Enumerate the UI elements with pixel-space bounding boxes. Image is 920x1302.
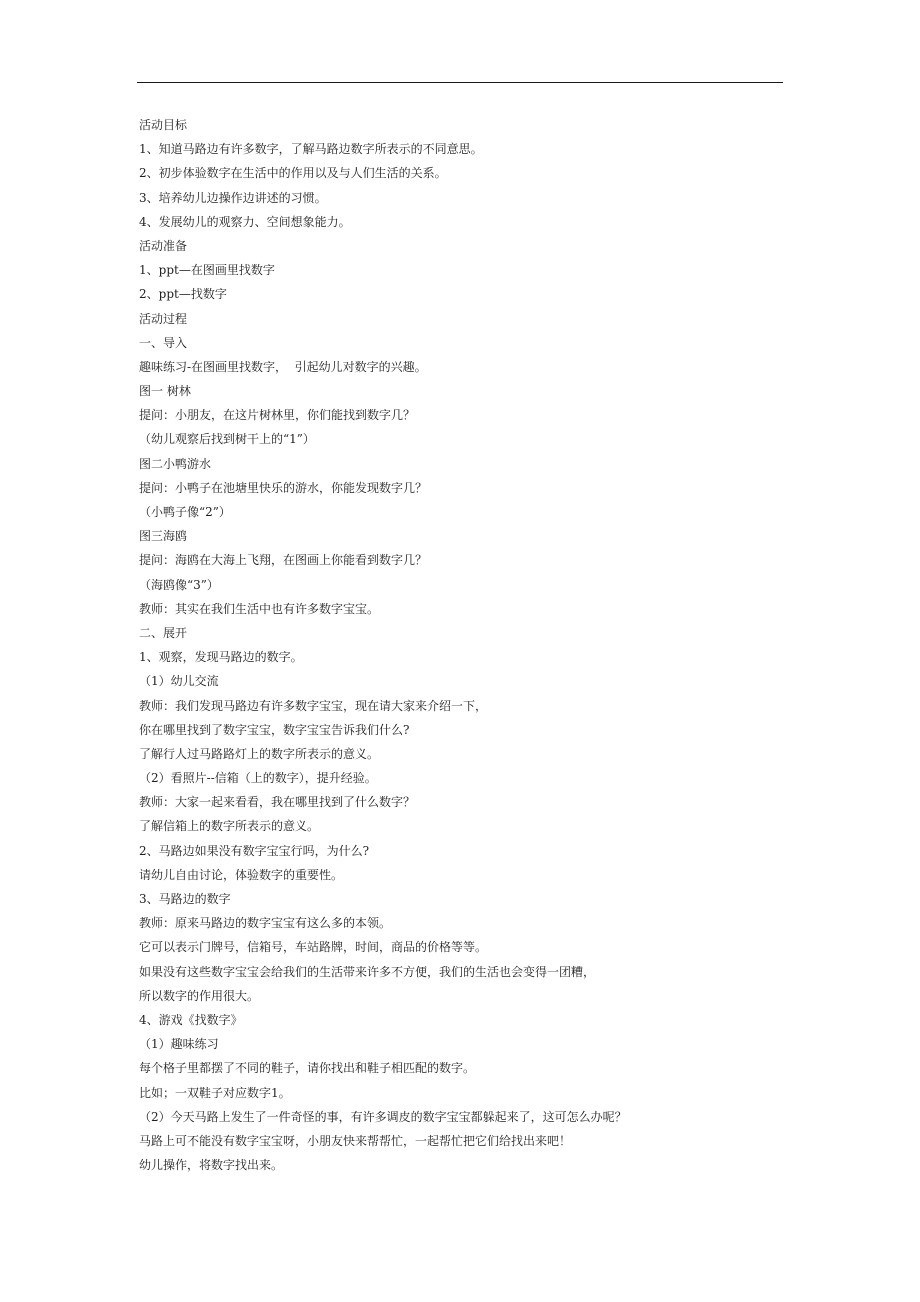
text-line: 2、马路边如果没有数字宝宝行吗，为什么? <box>139 843 370 858</box>
text-line: （幼儿观察后找到树干上的“1”） <box>139 432 315 447</box>
text-line: 图二小鸭游水 <box>139 456 212 471</box>
text-line: 1、知道马路边有许多数字，了解马路边数字所表示的不同意思。 <box>139 142 483 157</box>
text-line: 教师：我们发现马路边有许多数字宝宝，现在请大家来介绍一下， <box>139 698 488 713</box>
text-line: 请幼儿自由讨论，体验数字的重要性。 <box>139 867 344 882</box>
text-line: 了解信箱上的数字所表示的意义。 <box>139 819 320 834</box>
subsection-heading-expand: 二、展开 <box>139 625 188 640</box>
text-line: 比如；一双鞋子对应数字1。 <box>139 1085 291 1100</box>
section-heading-process: 活动过程 <box>139 311 188 326</box>
text-line: 幼儿操作，将数字找出来。 <box>139 1158 284 1173</box>
section-heading-goals: 活动目标 <box>139 118 188 132</box>
text-line: （海鸥像“3”） <box>139 577 219 592</box>
text-line: 教师：其实在我们生活中也有许多数字宝宝。 <box>139 601 380 616</box>
text-line: 马路上可不能没有数字宝宝呀，小朋友快来帮帮忙，一起帮忙把它们给找出来吧！ <box>139 1133 572 1148</box>
text-line: 它可以表示门牌号，信箱号，车站路牌，时间，商品的价格等等。 <box>139 940 488 955</box>
text-line: 图一 树林 <box>139 384 191 399</box>
text-line: （1）幼儿交流 <box>139 674 219 689</box>
text-line: （2）今天马路上发生了一件奇怪的事，有许多调皮的数字宝宝都躲起来了，这可怎么办呢？ <box>139 1109 627 1124</box>
text-line: 趣味练习-在图画里找数字， 引起幼儿对数字的兴趣。 <box>139 359 427 374</box>
text-line: 4、游戏《找数字》 <box>139 1012 243 1027</box>
text-line: （1）趣味练习 <box>139 1037 219 1052</box>
text-line: 图三海鸥 <box>139 529 188 544</box>
text-line: 2、ppt—找数字 <box>139 287 227 302</box>
text-line: 提问：小鸭子在池塘里快乐的游水，你能发现数字几？ <box>139 480 428 495</box>
text-line: 了解行人过马路路灯上的数字所表示的意义。 <box>139 746 380 761</box>
header-rule <box>137 82 783 83</box>
text-line: 3、马路边的数字 <box>139 892 231 906</box>
document-body <box>139 113 779 1177</box>
text-line: 教师：原来马路边的数字宝宝有这么多的本领。 <box>139 916 392 931</box>
text-line: 1、ppt—在图画里找数字 <box>139 263 275 278</box>
section-heading-preparation: 活动准备 <box>139 238 188 253</box>
text-line: 2、初步体验数字在生活中的作用以及与人们生活的关系。 <box>139 166 447 181</box>
text-line: 3、培养幼儿边操作边讲述的习惯。 <box>139 190 327 205</box>
subsection-heading-intro: 一、导入 <box>139 335 188 350</box>
text-line: （2）看照片--信箱（上的数字），提升经验。 <box>139 771 377 786</box>
text-line: 所以数字的作用很大。 <box>139 988 260 1003</box>
text-line: 4、发展幼儿的观察力、空间想象能力。 <box>139 214 351 229</box>
text-line: 每个格子里都摆了不同的鞋子，请你找出和鞋子相匹配的数字。 <box>139 1061 476 1076</box>
text-line: 你在哪里找到了数字宝宝，数字宝宝告诉我们什么? <box>139 722 410 737</box>
text-line: （小鸭子像“2”） <box>139 505 231 519</box>
text-line: 1、观察，发现马路边的数字。 <box>139 650 303 665</box>
text-line: 教师：大家一起来看看，我在哪里找到了什么数字？ <box>139 795 416 810</box>
text-line: 如果没有这些数字宝宝会给我们的生活带来许多不方便，我们的生活也会变得一团糟， <box>139 964 596 979</box>
text-line: 提问：小朋友，在这片树林里，你们能找到数字几？ <box>139 408 416 423</box>
text-line: 提问：海鸥在大海上飞翔，在图画上你能看到数字几？ <box>139 553 428 568</box>
